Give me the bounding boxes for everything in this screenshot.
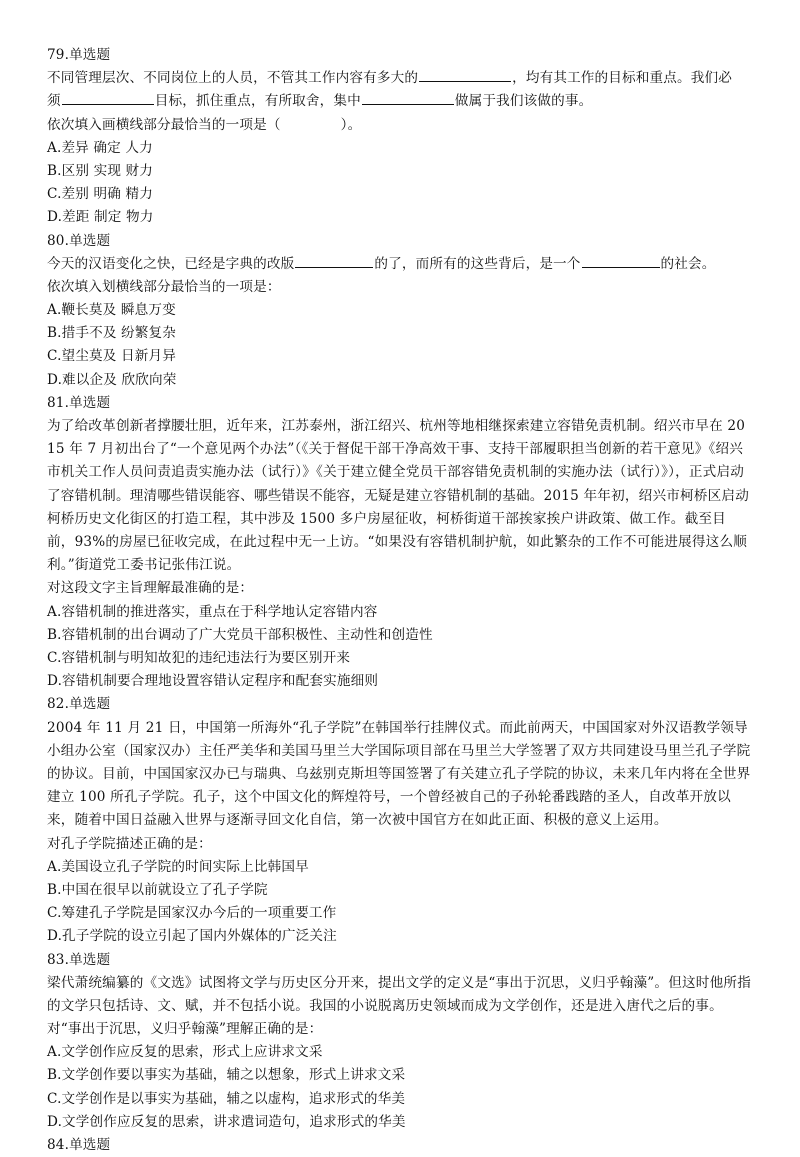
option-b: B.中国在很早以前就设立了孔子学院 [47, 881, 268, 898]
option-a: A.鞭长莫及 瞬息万变 [47, 302, 176, 319]
question-passage: 2004 年 11 月 21 日，中国第一所海外“孔子学院”在韩国举行挂牌仪式。而此前两天，中国国家对外汉语教学领导小组办公室（国家汉办）主任严美华和美国马里兰大学国际项目部在马里兰大学签署了双方共同建设马里兰孔子学院的协议。目前，中国国家汉办已与瑞典、乌兹别克斯坦等国签署了有关建立孔子学院的协议，未来几年内将在全世界建立 100 所孔子学院。孔子，这个中国文化的辉煌符号，一个曾经被自己的子孙轮番践踏的圣人，自改革开放以来，随着中国日益融入世界与逐渐寻回文化自信，第一次被中国官方在如此正面、积极的意义上运用。 [47, 719, 751, 829]
question-header: 82.单选题 [47, 696, 111, 713]
question-stem-line-1 [47, 67, 753, 90]
option-c: C.文学创作是以事实为基础，辅之以虚构，追求形式的华美 [47, 1090, 406, 1107]
stem-text: 须 [47, 93, 61, 110]
prompt-text: ）。 [340, 116, 362, 133]
option-d: D.容错机制要合理地设置容错认定程序和配套实施细则 [47, 673, 379, 690]
question-prompt: 对孔子学院描述正确的是： [47, 835, 212, 852]
question-83 [47, 949, 753, 1135]
option-a: A.文学创作应反复的思索，形式上应讲求文采 [47, 1044, 323, 1061]
question-81 [47, 392, 753, 694]
stem-text: ，均有其工作的目标和重点。我们必 [512, 70, 732, 87]
fill-blank [419, 67, 511, 82]
question-prompt [47, 114, 753, 137]
question-header: 83.单选题 [47, 951, 111, 968]
question-stem-line-2 [47, 90, 753, 113]
option-b: B.文学创作要以事实为基础，辅之以想象，形式上讲求文采 [47, 1067, 406, 1084]
question-prompt: 对这段文字主旨理解最准确的是： [47, 580, 254, 597]
stem-text: 目标，抓住重点，有所取舍，集中 [154, 93, 361, 110]
option-d: D.差距 制定 物力 [47, 209, 154, 226]
question-header: 80.单选题 [47, 232, 111, 249]
option-b: B.容错机制的出台调动了广大党员干部积极性、主动性和创造性 [47, 626, 433, 643]
question-80 [47, 230, 753, 392]
option-d: D.难以企及 欣欣向荣 [47, 371, 177, 388]
question-82 [47, 693, 753, 948]
option-a: A.容错机制的推进落实，重点在于科学地认定容错内容 [47, 603, 378, 620]
question-79 [47, 44, 753, 230]
option-a: A.差异 确定 人力 [47, 139, 153, 156]
stem-text: 的社会。 [660, 255, 716, 272]
stem-text: 今天的汉语变化之快，已经是字典的改版 [47, 255, 295, 272]
question-passage: 梁代萧统编纂的《文选》试图将文学与历史区分开来，提出文学的定义是“事出于沉思，义归乎翰藻”。但这时他所指的文学只包括诗、文、赋，并不包括小说。我国的小说脱离历史领域而成为文学创作，还是进入唐代之后的事。 [47, 974, 751, 1014]
question-stem-line-1 [47, 253, 753, 276]
question-84 [47, 1134, 753, 1157]
option-a: A.美国设立孔子学院的时间实际上比韩国早 [47, 858, 309, 875]
stem-text: 不同管理层次、不同岗位上的人员，不管其工作内容有多大的 [47, 70, 419, 87]
question-passage: 为了给改革创新者撑腰壮胆，近年来，江苏泰州，浙江绍兴、杭州等地相继探索建立容错免责机制。绍兴市早在 2015 年 7 月初出台了“一个意见两个办法”（《关于督促干部干净高效干事、支持干部履职担当创新的若干意见》《绍兴市机关工作人员问责追责实施办法（试行）》《关于建立健全党员干部容错免责机制的实施办法（试行）》），正式启动了容错机制。理清哪些错误能容、哪些错误不能容，无疑是建立容错机制的基础。2015 年年初，绍兴市柯桥区启动柯桥历史文化街区的打造工程，其中涉及 1500 多户房屋征收，柯桥街道干部挨家挨户讲政策、做工作。截至目前，93%的房屋已征收完成，在此过程中无一上访。“如果没有容错机制护航，如此繁杂的工作不可能进展得这么顺利。”街道党工委书记张伟江说。 [47, 418, 750, 574]
prompt-text: 依次填入画横线部分最恰当的一项是（ [47, 116, 281, 133]
fill-blank [582, 253, 660, 268]
stem-text: 做属于我们该做的事。 [454, 93, 593, 110]
option-b: B.区别 实现 财力 [47, 162, 154, 179]
fill-blank [295, 253, 373, 268]
question-header: 81.单选题 [47, 394, 111, 411]
option-d: D.孔子学院的设立引起了国内外媒体的广泛关注 [47, 928, 337, 945]
fill-blank [362, 90, 454, 105]
fill-blank [62, 90, 154, 105]
option-d: D.文学创作应反复的思索，讲求遣词造句，追求形式的华美 [47, 1113, 406, 1130]
option-c: C.差别 明确 精力 [47, 186, 153, 203]
option-b: B.措手不及 纷繁复杂 [47, 325, 177, 342]
question-header: 79.单选题 [47, 47, 111, 63]
option-c: C.容错机制与明知故犯的违纪违法行为要区别开来 [47, 649, 351, 666]
option-c: C.望尘莫及 日新月异 [47, 348, 176, 365]
question-prompt: 对“事出于沉思，义归乎翰藻”理解正确的是： [47, 1021, 323, 1038]
question-header: 84.单选题 [47, 1137, 111, 1154]
option-c: C.筹建孔子学院是国家汉办今后的一项重要工作 [47, 905, 337, 922]
stem-text: 的了，而所有的这些背后，是一个 [374, 255, 581, 272]
question-prompt: 依次填入划横线部分最恰当的一项是： [47, 278, 281, 295]
question-page [47, 44, 753, 1157]
